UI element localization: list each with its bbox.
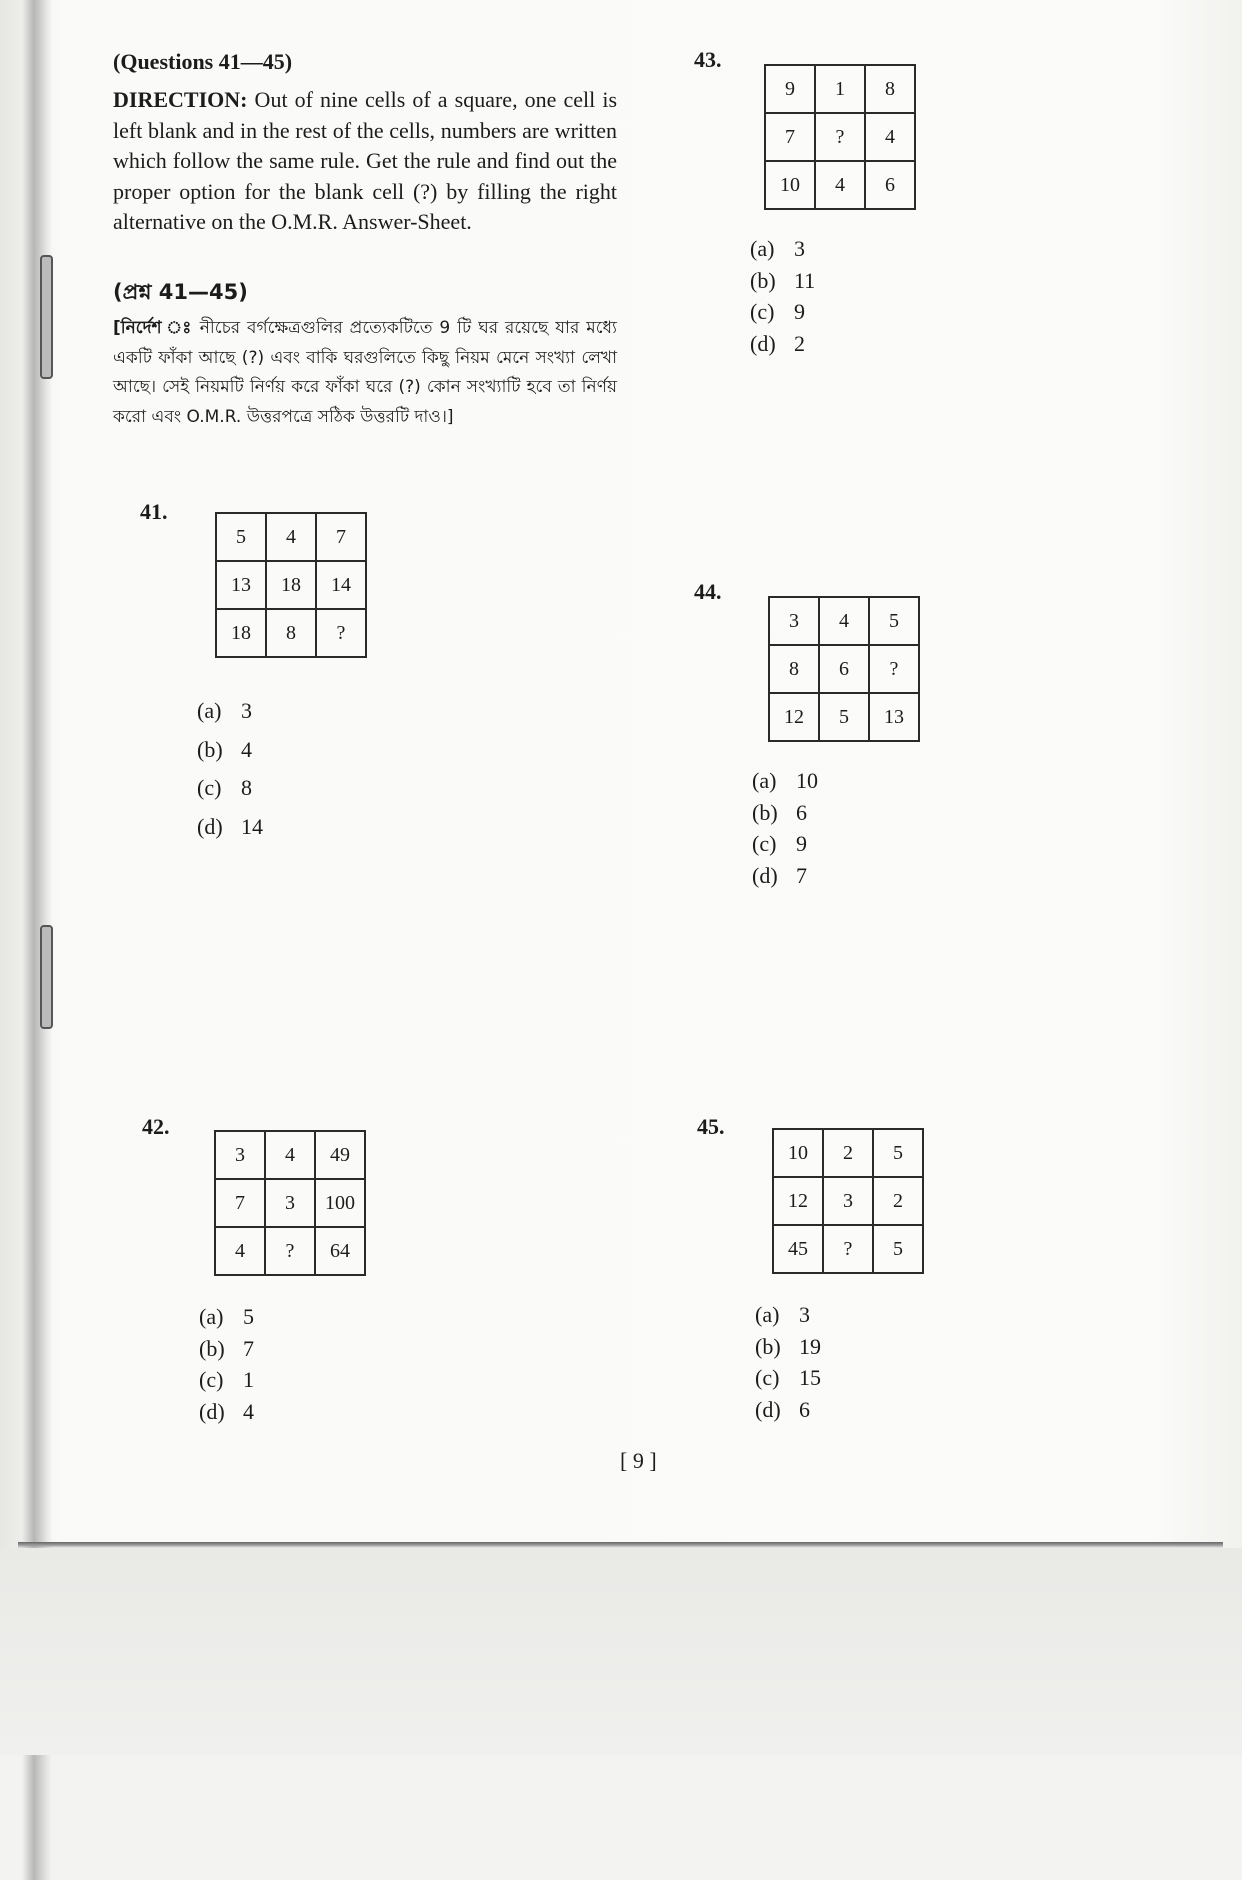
option[interactable] — [755, 1299, 821, 1331]
grid-cell: 6 — [865, 161, 915, 209]
questions-heading: (Questions 41—45) — [113, 49, 293, 74]
option-value: 4 — [241, 736, 252, 762]
grid-cell: 2 — [873, 1177, 923, 1225]
grid-cell: ? — [316, 609, 366, 657]
option-label: (b) — [755, 1333, 781, 1359]
option-value: 3 — [794, 236, 805, 261]
grid-cell: 7 — [316, 513, 366, 561]
question-41-number: 41. — [140, 499, 168, 524]
option-value: 6 — [796, 799, 807, 825]
staple-top — [40, 255, 53, 379]
grid-cell: 12 — [773, 1177, 823, 1225]
grid-cell: 3 — [769, 597, 819, 645]
grid-cell: ? — [815, 113, 865, 161]
question-45-number: 45. — [697, 1114, 725, 1139]
grid-cell: ? — [869, 645, 919, 693]
grid-cell: 6 — [819, 645, 869, 693]
question-43-number: 43. — [694, 47, 722, 72]
grid-cell: 8 — [865, 65, 915, 113]
option-value: 4 — [243, 1398, 254, 1424]
question-41-options — [197, 692, 263, 846]
option[interactable] — [197, 808, 263, 847]
question-45-grid — [772, 1128, 924, 1274]
question-44-number: 44. — [694, 579, 722, 604]
grid-cell: 8 — [266, 609, 316, 657]
option-label: (c) — [752, 831, 777, 856]
grid-cell: 3 — [215, 1131, 265, 1179]
option-label: (b) — [199, 1335, 225, 1361]
grid-cell: 4 — [865, 113, 915, 161]
option-value: 2 — [794, 330, 805, 356]
option[interactable] — [199, 1364, 254, 1396]
question-42-number: 42. — [142, 1114, 170, 1139]
page-number: [ 9 ] — [620, 1448, 657, 1473]
option-label: (a) — [752, 768, 777, 793]
grid-cell: 4 — [266, 513, 316, 561]
option[interactable] — [199, 1396, 254, 1428]
option-label: (b) — [750, 267, 776, 293]
grid-cell: 4 — [215, 1227, 265, 1275]
option-label: (c) — [755, 1365, 780, 1390]
option-label: (a) — [750, 236, 775, 261]
grid-cell: 13 — [869, 693, 919, 741]
grid-cell: 5 — [873, 1225, 923, 1273]
question-43-options — [750, 233, 815, 359]
grid-cell: 45 — [773, 1225, 823, 1273]
option-label: (c) — [199, 1367, 224, 1392]
grid-cell: ? — [265, 1227, 315, 1275]
option-value: 9 — [794, 299, 805, 324]
grid-cell: 5 — [819, 693, 869, 741]
option-label: (d) — [752, 862, 778, 888]
grid-cell: 4 — [265, 1131, 315, 1179]
grid-cell: 1 — [815, 65, 865, 113]
direction-label: DIRECTION: — [113, 87, 248, 112]
grid-cell: 8 — [769, 645, 819, 693]
option-value: 9 — [796, 831, 807, 856]
option-label: (d) — [750, 330, 776, 356]
grid-cell: 18 — [266, 561, 316, 609]
grid-cell: 4 — [815, 161, 865, 209]
question-43-grid — [764, 64, 916, 210]
grid-cell: 49 — [315, 1131, 365, 1179]
direction-paragraph — [113, 85, 617, 238]
direction-text: Out of nine cells of a square, one cell is left blank and in the rest of the cells, numbers are written which follow the same rule. Get the rule and find out the proper option for the blank cell (?) by filling the right alternative on the O.M.R. Answer-Sheet. — [113, 87, 617, 234]
option[interactable] — [750, 265, 815, 297]
grid-cell: 10 — [765, 161, 815, 209]
grid-cell: 7 — [765, 113, 815, 161]
grid-cell: 13 — [216, 561, 266, 609]
option-label: (c) — [197, 775, 222, 800]
option[interactable] — [750, 296, 815, 328]
option-value: 10 — [796, 768, 818, 793]
option-value: 7 — [796, 862, 807, 888]
question-42-grid — [214, 1130, 366, 1276]
option-label: (a) — [199, 1304, 224, 1329]
grid-cell: 5 — [216, 513, 266, 561]
grid-cell: 10 — [773, 1129, 823, 1177]
question-41-grid — [215, 512, 367, 658]
option-value: 3 — [799, 1302, 810, 1327]
option-value: 3 — [241, 698, 252, 723]
option[interactable] — [752, 797, 818, 829]
option-label: (d) — [199, 1398, 225, 1424]
option[interactable] — [755, 1362, 821, 1394]
bn-questions-heading: (প্রশ্ন 41—45) — [113, 280, 248, 304]
option-value: 5 — [243, 1304, 254, 1329]
option-label: (a) — [197, 698, 222, 723]
option-value: 15 — [799, 1365, 821, 1390]
option[interactable] — [752, 860, 818, 892]
option-value: 14 — [241, 813, 263, 839]
grid-cell: 5 — [873, 1129, 923, 1177]
option-value: 8 — [241, 775, 252, 800]
option-label: (b) — [752, 799, 778, 825]
option-value: 7 — [243, 1335, 254, 1361]
grid-cell: 100 — [315, 1179, 365, 1227]
bn-direction-label: [নির্দেশ ঃ — [113, 318, 193, 338]
option[interactable] — [755, 1331, 821, 1363]
question-44-options — [752, 765, 818, 891]
option-label: (a) — [755, 1302, 780, 1327]
grid-cell: 5 — [869, 597, 919, 645]
grid-cell: 2 — [823, 1129, 873, 1177]
grid-cell: 3 — [265, 1179, 315, 1227]
option[interactable] — [752, 765, 818, 797]
grid-cell: 14 — [316, 561, 366, 609]
question-45-options — [755, 1299, 821, 1425]
option[interactable] — [199, 1301, 254, 1333]
option-value: 19 — [799, 1333, 821, 1359]
bn-direction-paragraph — [113, 314, 617, 432]
option-value: 1 — [243, 1367, 254, 1392]
option-label: (d) — [197, 813, 223, 839]
option[interactable] — [199, 1333, 254, 1365]
staple-bottom — [40, 925, 53, 1029]
option-label: (d) — [755, 1396, 781, 1422]
question-42-options — [199, 1301, 254, 1427]
grid-cell: 7 — [215, 1179, 265, 1227]
option-label: (c) — [750, 299, 775, 324]
grid-cell: 64 — [315, 1227, 365, 1275]
option-value: 11 — [794, 267, 816, 293]
option-value: 6 — [799, 1396, 810, 1422]
grid-cell: 9 — [765, 65, 815, 113]
option[interactable] — [755, 1394, 821, 1426]
option-label: (b) — [197, 736, 223, 762]
grid-cell: 3 — [823, 1177, 873, 1225]
question-44-grid — [768, 596, 920, 742]
option[interactable] — [750, 233, 815, 265]
option[interactable] — [197, 731, 263, 770]
grid-cell: 4 — [819, 597, 869, 645]
option[interactable] — [750, 328, 815, 360]
grid-cell: 12 — [769, 693, 819, 741]
option[interactable] — [197, 692, 263, 731]
below-page-area — [0, 1548, 1242, 1755]
option[interactable] — [197, 769, 263, 808]
bn-direction-text: নীচের বর্গক্ষেত্রগুলির প্রত্যেকটিতে 9 টি ঘর রয়েছে যার মধ্যে একটি ফাঁকা আছে (?) এবং বাকি ঘরগুলিতে কিছু নিয়ম মেনে সংখ্যা লেখা আছে। সেই নিয়মটি নির্ণয় করে ফাঁকা ঘরে (?) কোন সংখ্যাটি হবে তা নির্ণয় করো এবং O.M.R. উত্তরপত্রে সঠিক উত্তরটি দাও।] — [113, 318, 617, 427]
option[interactable] — [752, 828, 818, 860]
grid-cell: ? — [823, 1225, 873, 1273]
grid-cell: 18 — [216, 609, 266, 657]
